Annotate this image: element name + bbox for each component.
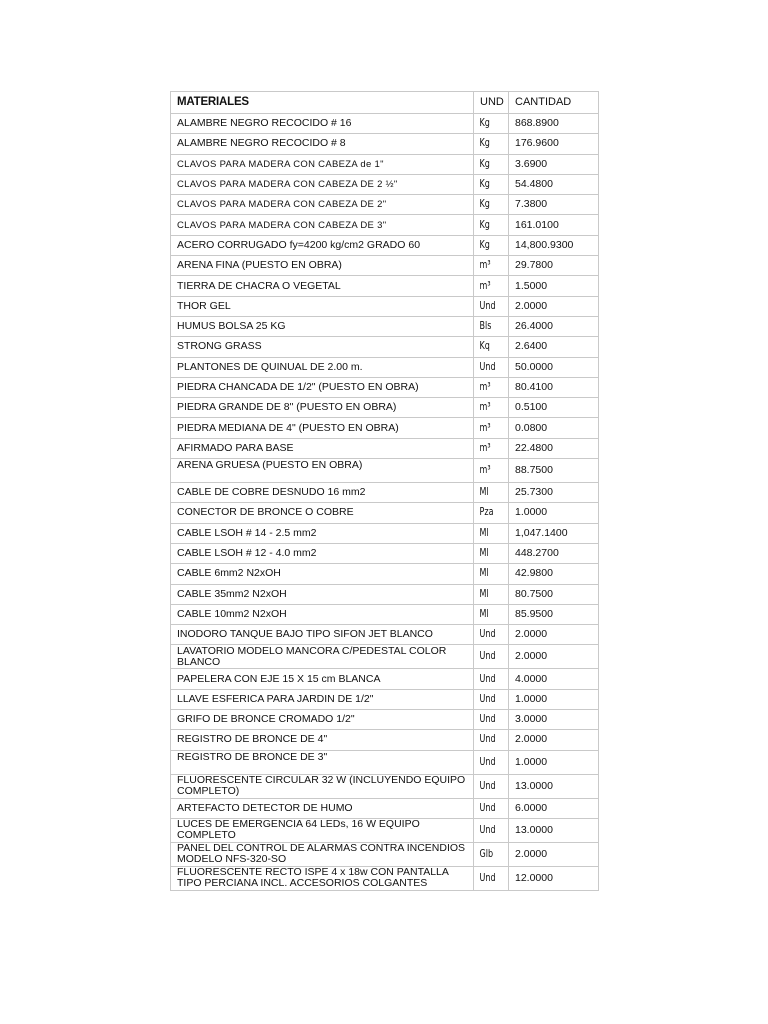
table-row (171, 377, 599, 397)
quantity-cell: 88.7500 (509, 459, 599, 483)
quantity-cell: 54.4800 (509, 174, 599, 194)
material-cell: INODORO TANQUE BAJO TIPO SIFON JET BLANCO (171, 625, 474, 645)
quantity-cell: 6.0000 (509, 798, 599, 818)
unit-cell: Und (474, 689, 504, 709)
table-row (171, 842, 599, 866)
material-cell: TIERRA DE CHACRA O VEGETAL (171, 276, 474, 296)
material-cell: ALAMBRE NEGRO RECOCIDO # 8 (171, 134, 474, 154)
quantity-cell: 42.9800 (509, 564, 599, 584)
unit-cell: Und (474, 750, 504, 774)
quantity-cell: 3.6900 (509, 154, 599, 174)
unit-cell: Kg (474, 154, 504, 174)
material-cell: CLAVOS PARA MADERA CON CABEZA DE 2 ½" (171, 174, 474, 194)
unit-cell: m³ (474, 256, 504, 276)
quantity-cell: 50.0000 (509, 357, 599, 377)
table-row (171, 523, 599, 543)
table-row (171, 730, 599, 750)
unit-cell: Bls (474, 316, 504, 336)
table-row (171, 337, 599, 357)
table-row (171, 418, 599, 438)
quantity-cell: 7.3800 (509, 195, 599, 215)
unit-cell: Kq (474, 337, 504, 357)
table-row (171, 114, 599, 134)
unit-cell: Und (474, 818, 504, 842)
quantity-cell: 12.0000 (509, 866, 599, 890)
unit-cell: Und (474, 774, 504, 798)
material-cell: CLAVOS PARA MADERA CON CABEZA DE 2" (171, 195, 474, 215)
unit-cell: Kg (474, 215, 504, 235)
material-cell: ARTEFACTO DETECTOR DE HUMO (171, 798, 474, 818)
table-row (171, 503, 599, 523)
table-row (171, 564, 599, 584)
unit-cell: m³ (474, 276, 504, 296)
table-row (171, 134, 599, 154)
table-row (171, 543, 599, 563)
quantity-cell: 2.0000 (509, 645, 599, 669)
quantity-cell: 2.0000 (509, 730, 599, 750)
unit-cell: Und (474, 645, 504, 669)
material-cell: ALAMBRE NEGRO RECOCIDO # 16 (171, 114, 474, 134)
header-cantidad: CANTIDAD (509, 92, 599, 114)
table-row (171, 235, 599, 255)
material-cell: LLAVE ESFERICA PARA JARDIN DE 1/2" (171, 689, 474, 709)
material-cell: CABLE 6mm2 N2xOH (171, 564, 474, 584)
table-row (171, 710, 599, 730)
unit-cell: m³ (474, 398, 504, 418)
material-cell: REGISTRO DE BRONCE DE 3" (171, 750, 474, 774)
quantity-cell: 3.0000 (509, 710, 599, 730)
table-row (171, 774, 599, 798)
quantity-cell: 1.0000 (509, 503, 599, 523)
unit-cell: Kg (474, 134, 504, 154)
table-row (171, 625, 599, 645)
material-cell: CLAVOS PARA MADERA CON CABEZA de 1" (171, 154, 474, 174)
material-cell: CLAVOS PARA MADERA CON CABEZA DE 3" (171, 215, 474, 235)
quantity-cell: 4.0000 (509, 669, 599, 689)
quantity-cell: 26.4000 (509, 316, 599, 336)
table-row (171, 174, 599, 194)
unit-cell: Und (474, 710, 504, 730)
unit-cell: Ml (474, 564, 504, 584)
material-cell: PAPELERA CON EJE 15 X 15 cm BLANCA (171, 669, 474, 689)
quantity-cell: 85.9500 (509, 604, 599, 624)
quantity-cell: 80.4100 (509, 377, 599, 397)
quantity-cell: 22.4800 (509, 438, 599, 458)
table-row (171, 459, 599, 483)
material-cell: ARENA FINA (PUESTO EN OBRA) (171, 256, 474, 276)
unit-cell: Pza (474, 503, 504, 523)
unit-cell: Kg (474, 114, 504, 134)
material-cell: REGISTRO DE BRONCE DE 4" (171, 730, 474, 750)
unit-cell: Und (474, 625, 504, 645)
unit-cell: Ml (474, 523, 504, 543)
quantity-cell: 448.2700 (509, 543, 599, 563)
quantity-cell: 1,047.1400 (509, 523, 599, 543)
material-cell: PIEDRA GRANDE DE 8" (PUESTO EN OBRA) (171, 398, 474, 418)
material-cell: FLUORESCENTE CIRCULAR 32 W (INCLUYENDO EQUIPO COMPLETO) (171, 774, 474, 798)
table-row (171, 195, 599, 215)
material-cell: PIEDRA MEDIANA DE 4" (PUESTO EN OBRA) (171, 418, 474, 438)
unit-cell: Und (474, 296, 504, 316)
table-row (171, 483, 599, 503)
table-row (171, 438, 599, 458)
table-row (171, 750, 599, 774)
material-cell: LAVATORIO MODELO MANCORA C/PEDESTAL COLOR BLANCO (171, 645, 474, 669)
quantity-cell: 0.0800 (509, 418, 599, 438)
quantity-cell: 13.0000 (509, 818, 599, 842)
quantity-cell: 1.0000 (509, 689, 599, 709)
material-cell: CONECTOR DE BRONCE O COBRE (171, 503, 474, 523)
material-cell: STRONG GRASS (171, 337, 474, 357)
quantity-cell: 176.9600 (509, 134, 599, 154)
material-cell: LUCES DE EMERGENCIA 64 LEDs, 16 W EQUIPO COMPLETO (171, 818, 474, 842)
unit-cell: Ml (474, 483, 504, 503)
unit-cell: Und (474, 866, 504, 890)
unit-cell: Ml (474, 604, 504, 624)
table-row (171, 818, 599, 842)
material-cell: GRIFO DE BRONCE CROMADO 1/2" (171, 710, 474, 730)
unit-cell: m³ (474, 418, 504, 438)
material-cell: FLUORESCENTE RECTO ISPE 4 x 18w CON PANTALLA TIPO PERCIANA INCL. ACCESORIOS COLGANTES (171, 866, 474, 890)
unit-cell: Kg (474, 174, 504, 194)
table-row (171, 276, 599, 296)
unit-cell: Ml (474, 543, 504, 563)
table-row (171, 215, 599, 235)
unit-cell: m³ (474, 459, 504, 483)
table-row (171, 866, 599, 890)
quantity-cell: 29.7800 (509, 256, 599, 276)
table-row (171, 357, 599, 377)
table-row (171, 316, 599, 336)
table-body (171, 114, 599, 891)
quantity-cell: 2.6400 (509, 337, 599, 357)
quantity-cell: 2.0000 (509, 296, 599, 316)
table-row (171, 256, 599, 276)
quantity-cell: 2.0000 (509, 625, 599, 645)
material-cell: PANEL DEL CONTROL DE ALARMAS CONTRA INCENDIOS MODELO NFS-320-SO (171, 842, 474, 866)
table-row (171, 645, 599, 669)
unit-cell: Und (474, 730, 504, 750)
quantity-cell: 14,800.9300 (509, 235, 599, 255)
table-row (171, 398, 599, 418)
unit-cell: Und (474, 669, 504, 689)
material-cell: ACERO CORRUGADO fy=4200 kg/cm2 GRADO 60 (171, 235, 474, 255)
table-row (171, 689, 599, 709)
material-cell: CABLE 10mm2 N2xOH (171, 604, 474, 624)
quantity-cell: 13.0000 (509, 774, 599, 798)
quantity-cell: 0.5100 (509, 398, 599, 418)
material-cell: PIEDRA CHANCADA DE 1/2" (PUESTO EN OBRA) (171, 377, 474, 397)
material-cell: CABLE 35mm2 N2xOH (171, 584, 474, 604)
material-cell: ARENA GRUESA (PUESTO EN OBRA) (171, 459, 474, 483)
material-cell: THOR GEL (171, 296, 474, 316)
header-materiales: MATERIALES (171, 92, 474, 114)
unit-cell: Und (474, 798, 504, 818)
material-cell: CABLE DE COBRE DESNUDO 16 mm2 (171, 483, 474, 503)
unit-cell: Glb (474, 842, 504, 866)
material-cell: CABLE LSOH # 12 - 4.0 mm2 (171, 543, 474, 563)
material-cell: CABLE LSOH # 14 - 2.5 mm2 (171, 523, 474, 543)
unit-cell: Ml (474, 584, 504, 604)
material-cell: AFIRMADO PARA BASE (171, 438, 474, 458)
quantity-cell: 25.7300 (509, 483, 599, 503)
unit-cell: m³ (474, 377, 504, 397)
quantity-cell: 1.0000 (509, 750, 599, 774)
table-row (171, 154, 599, 174)
header-und: UND (474, 92, 509, 114)
unit-cell: Kg (474, 235, 504, 255)
table-row (171, 669, 599, 689)
material-cell: HUMUS BOLSA 25 KG (171, 316, 474, 336)
table-row (171, 798, 599, 818)
quantity-cell: 80.7500 (509, 584, 599, 604)
material-cell: PLANTONES DE QUINUAL DE 2.00 m. (171, 357, 474, 377)
table-row (171, 584, 599, 604)
table-row (171, 296, 599, 316)
quantity-cell: 161.0100 (509, 215, 599, 235)
quantity-cell: 2.0000 (509, 842, 599, 866)
unit-cell: m³ (474, 438, 504, 458)
materials-table (170, 91, 599, 891)
table-header-row (171, 92, 599, 114)
unit-cell: Kg (474, 195, 504, 215)
quantity-cell: 868.8900 (509, 114, 599, 134)
table-row (171, 604, 599, 624)
unit-cell: Und (474, 357, 504, 377)
quantity-cell: 1.5000 (509, 276, 599, 296)
